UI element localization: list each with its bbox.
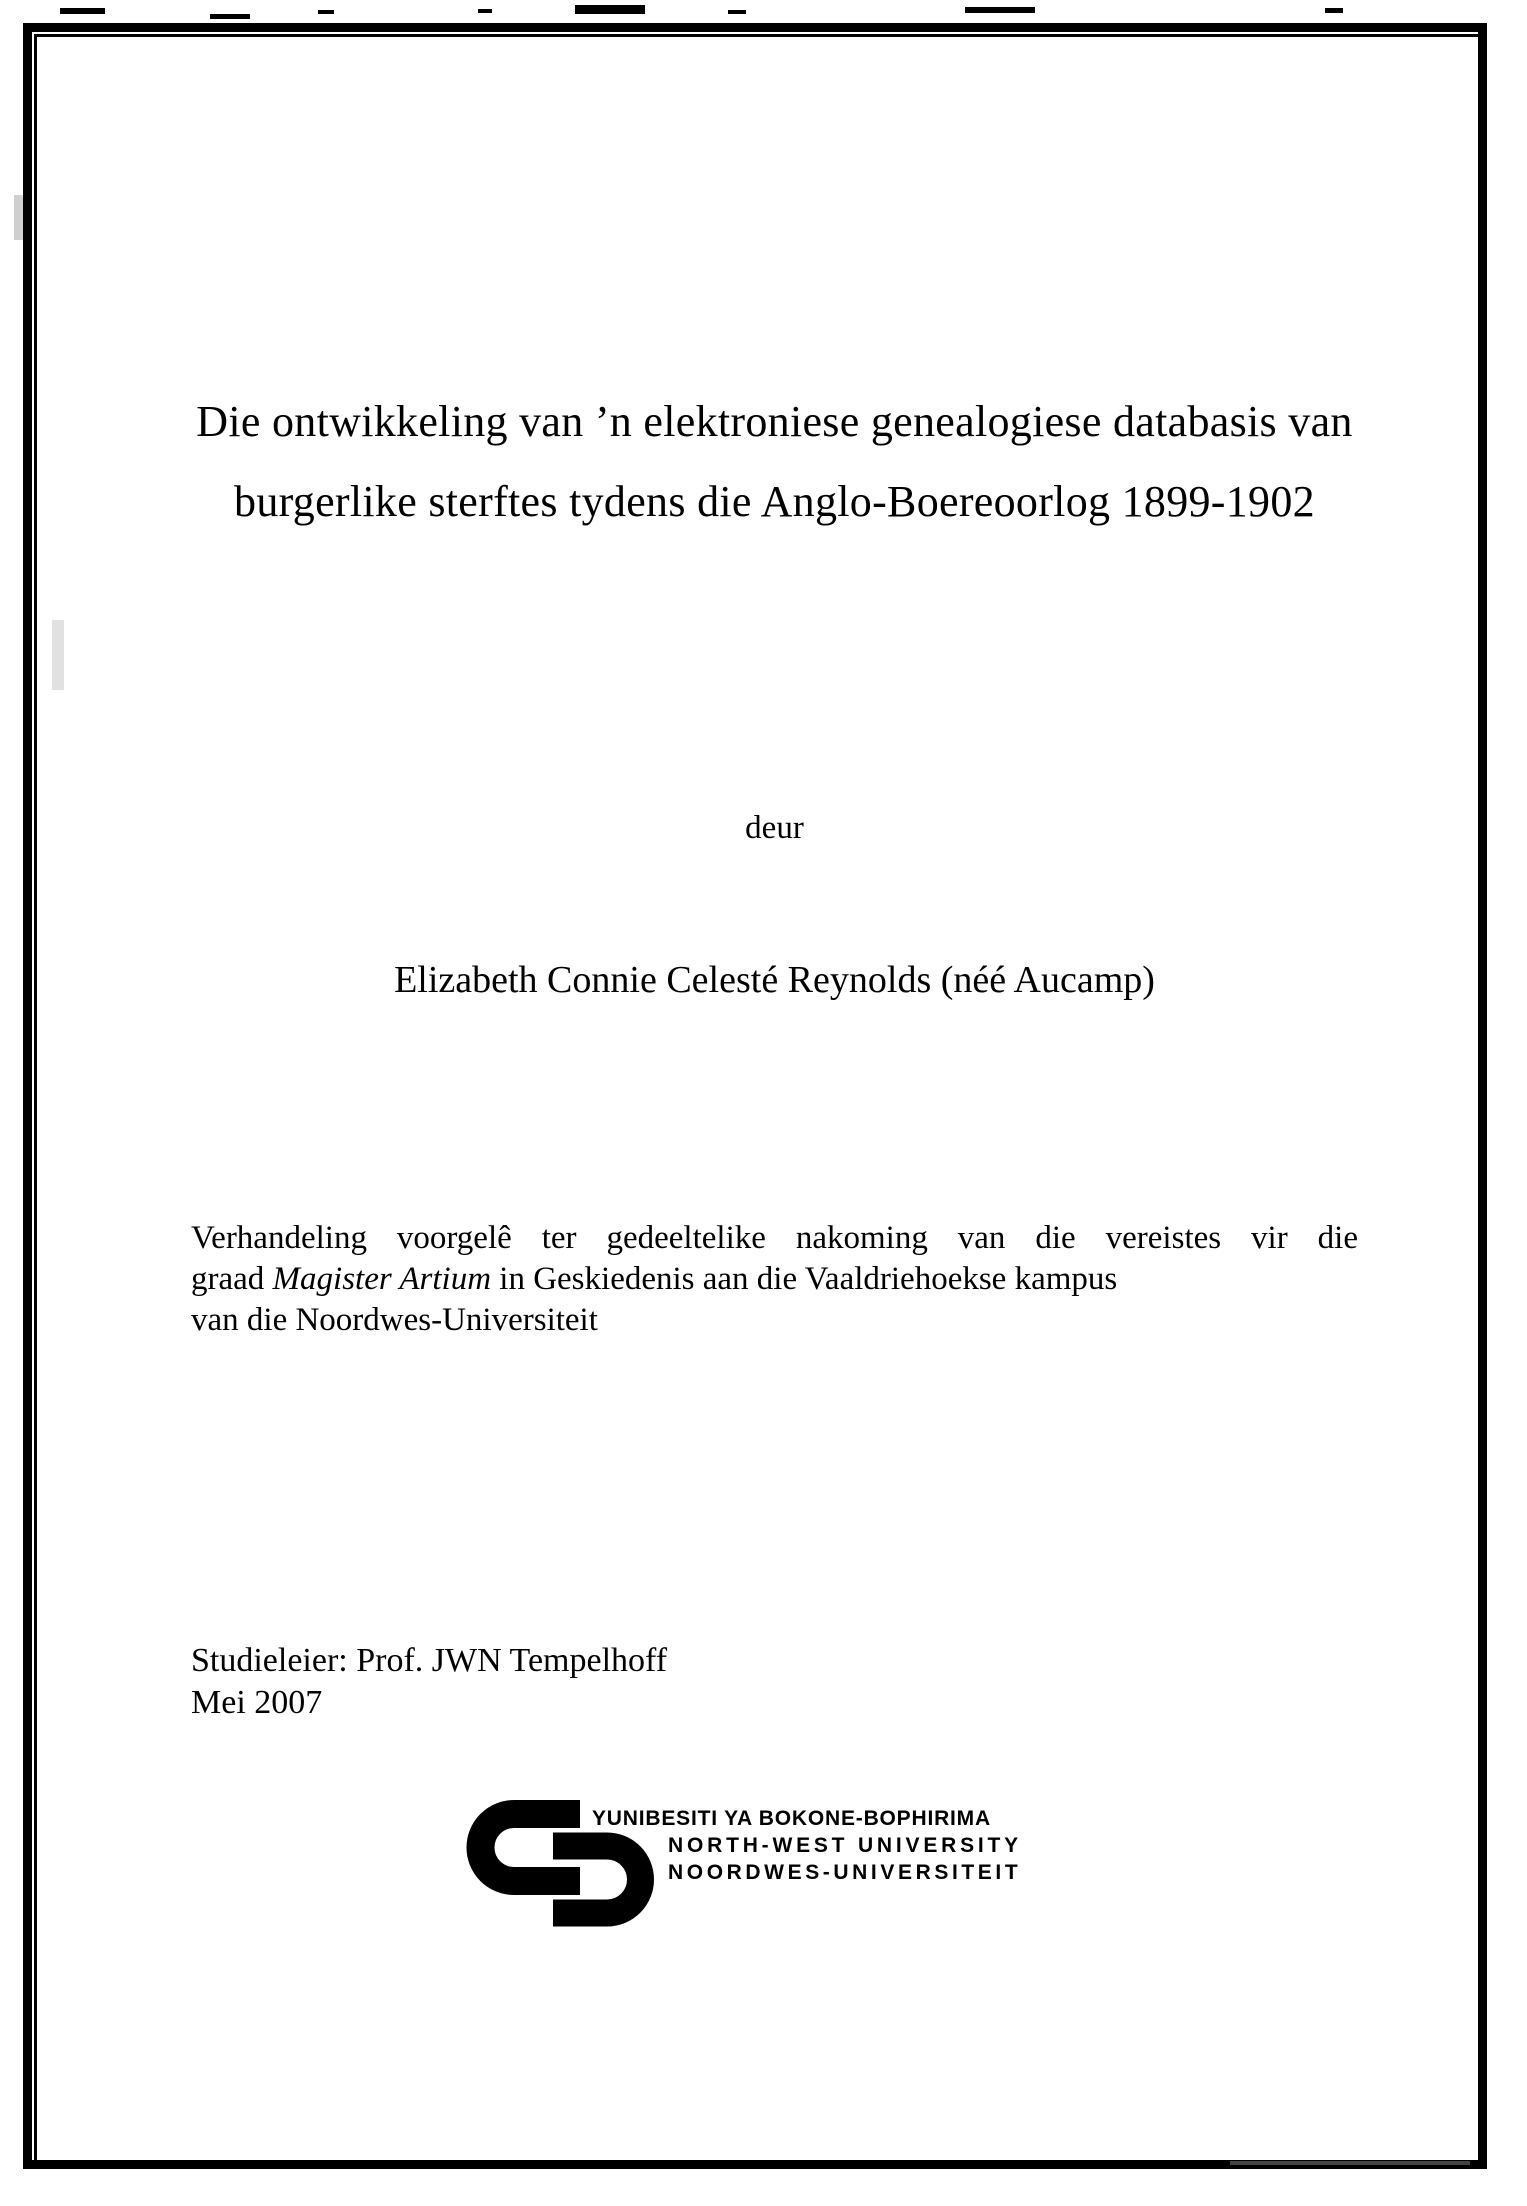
byline: deur — [745, 810, 804, 846]
supervisor-block — [191, 1640, 1358, 1724]
author-name: Elizabeth Connie Celesté Reynolds (néé Aucamp) — [394, 959, 1155, 1001]
scan-artifact — [728, 10, 746, 14]
scan-artifact — [318, 10, 334, 14]
university-name-setswana: YUNIBESITI YA BOKONE-BOPHIRIMA — [592, 1807, 991, 1830]
submission-line2 — [191, 1259, 1358, 1300]
thesis-title — [191, 382, 1358, 542]
submission-line1: Verhandeling voorgelê ter gedeeltelike nakoming van die vereistes vir die — [191, 1220, 1358, 1256]
supervisor-line: Studieleier: Prof. JWN Tempelhoff — [191, 1642, 668, 1679]
degree-name: Magister Artium — [272, 1261, 492, 1297]
scan-artifact — [478, 9, 492, 13]
scan-artifact — [1237, 2177, 1344, 2180]
thesis-title-line1: Die ontwikkeling van ’n elektroniese genealogiese databasis van — [196, 397, 1353, 446]
university-name-english: NORTH-WEST UNIVERSITY — [668, 1834, 1022, 1857]
scan-artifact — [1325, 8, 1343, 13]
scan-artifact — [575, 5, 645, 14]
submission-line2-prefix: graad — [191, 1261, 273, 1297]
date-line: Mei 2007 — [191, 1684, 323, 1721]
submission-statement — [191, 1218, 1358, 1341]
university-name-afrikaans: NOORDWES-UNIVERSITEIT — [668, 1861, 1022, 1884]
thesis-title-line2: burgerlike sterftes tydens die Anglo-Boereoorlog 1899-1902 — [234, 477, 1315, 526]
scan-artifact — [1230, 2161, 1470, 2165]
submission-line3: van die Noordwes-Universiteit — [191, 1302, 598, 1338]
scan-artifact — [1404, 2177, 1473, 2180]
scan-artifact — [965, 7, 1035, 13]
submission-line2-suffix: in Geskiedenis aan die Vaaldriehoekse kampus — [491, 1261, 1118, 1297]
scan-artifact — [210, 14, 250, 19]
scan-artifact — [60, 8, 105, 14]
